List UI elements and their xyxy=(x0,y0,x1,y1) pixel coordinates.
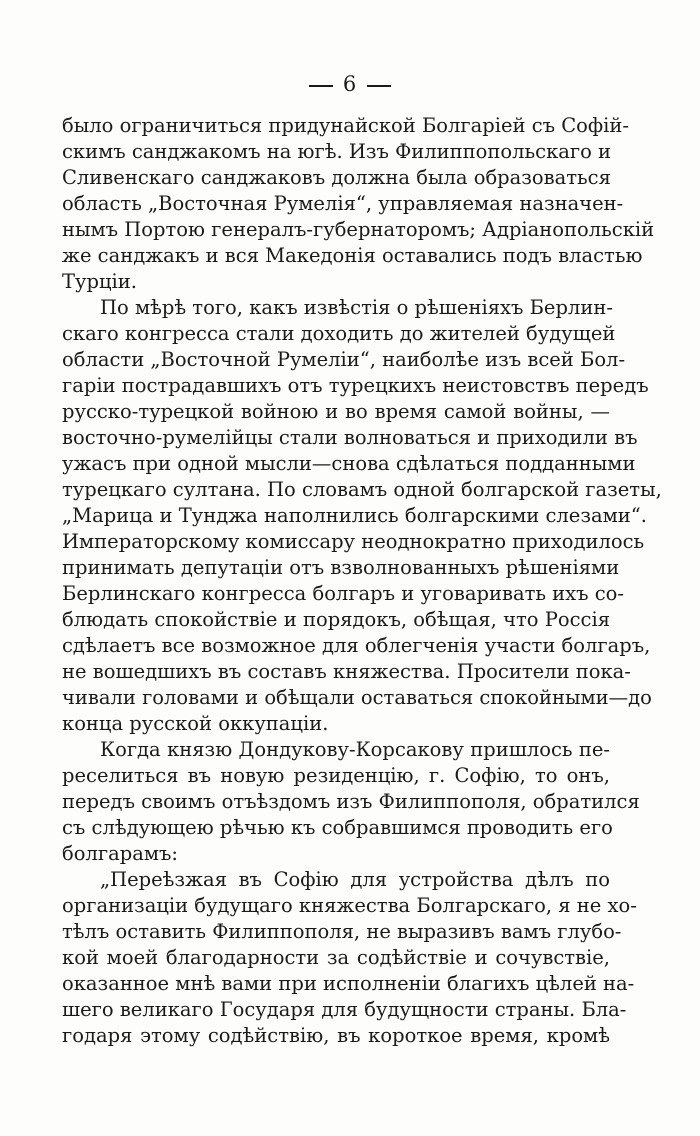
text-line: съ слѣдующею рѣчью къ собравшимся проводить его xyxy=(62,816,613,839)
text-line: „Марица и Тунджа наполнились болгарскими слезами“. xyxy=(62,504,647,527)
text-line: Императорскому комиссару неоднократно приходилось xyxy=(62,530,645,553)
text-line: шего великаго Государя для будущности страны. Бла- xyxy=(62,998,627,1021)
text-line: оказанное мнѣ вами при исполненіи благихъ цѣлей на- xyxy=(62,972,635,995)
paragraph xyxy=(62,737,640,867)
text-line: ужасъ при одной мысли—снова сдѣлаться подданными xyxy=(62,452,636,475)
text-line: скаго конгресса стали доходить до жителей будущей xyxy=(62,322,616,345)
text-line: тѣлъ оставить Филиппополя, не выразивъ вамъ глубо- xyxy=(62,920,622,943)
text-line: конца русской оккупаціи. xyxy=(62,712,329,735)
text-line: турецкаго султана. По словамъ одной болгарской газеты, xyxy=(62,478,662,501)
text-line: сдѣлаетъ все возможное для облегченія участи болгаръ, xyxy=(62,634,651,657)
text-line: русско-турецкой войною и во время самой войны, — xyxy=(62,400,610,423)
paragraph xyxy=(62,295,662,737)
text-line: передъ своимъ отъѣздомъ изъ Филиппополя, обратился xyxy=(62,790,640,813)
page-number: 6 xyxy=(342,72,358,96)
text-line: чивали головами и обѣщали оставаться спокойными—до xyxy=(62,686,652,709)
text-line: же санджакъ и вся Македонія оставались подъ властью xyxy=(62,244,643,267)
text-line: принимать депутаціи отъ взволнованныхъ рѣшеніями xyxy=(62,556,620,579)
page-header xyxy=(0,72,700,96)
text-line: блюдать спокойствіе и порядокъ, обѣщая, что Россія xyxy=(62,608,610,631)
text-line: скимъ санджакомъ на югѣ. Изъ Филиппопольскаго и xyxy=(62,140,612,163)
text-line: восточно-румелійцы стали волноваться и приходили въ xyxy=(62,426,638,449)
paragraph xyxy=(62,113,655,295)
text-line: нымъ Портою генералъ-губернаторомъ; Адріанопольскій xyxy=(62,218,655,241)
paragraph xyxy=(62,867,637,1049)
text-line: было ограничиться придунайской Болгаріей съ Софій- xyxy=(62,114,630,137)
text-line: болгарамъ: xyxy=(62,842,178,865)
text-line: области „Восточной Румеліи“, наиболѣе изъ всей Бол- xyxy=(62,348,626,371)
header-dash-right xyxy=(367,85,391,87)
text-line: годаря этому содѣйствію, въ короткое время, кромѣ xyxy=(62,1024,610,1047)
text-line: Турціи. xyxy=(62,270,137,293)
body-text xyxy=(62,113,662,1049)
text-line: кой моей благодарности за содѣйствіе и сочувствіе, xyxy=(62,946,610,969)
text-line: Берлинскаго конгресса болгаръ и уговаривать ихъ со- xyxy=(62,582,625,605)
text-line: область „Восточная Румелія“, управляемая назначен- xyxy=(62,192,624,215)
text-line: реселиться въ новую резиденцію, г. Софію, то онъ, xyxy=(62,764,610,787)
text-line: Сливенскаго санджаковъ должна была образоваться xyxy=(62,166,611,189)
text-line: „Переѣзжая въ Софію для устройства дѣлъ по xyxy=(100,868,610,891)
text-line: Когда князю Дондукову-Корсакову пришлось пе- xyxy=(100,738,610,761)
text-line: гаріи пострадавшихъ отъ турецкихъ неистовствъ передъ xyxy=(62,374,649,397)
text-line: организаціи будущаго княжества Болгарскаго, я не хо- xyxy=(62,894,637,917)
text-line: не вошедшихъ въ составъ княжества. Просители пока- xyxy=(62,660,631,683)
text-line: По мѣрѣ того, какъ извѣстія о рѣшеніяхъ Берлин- xyxy=(100,296,613,319)
header-dash-left xyxy=(309,85,333,87)
